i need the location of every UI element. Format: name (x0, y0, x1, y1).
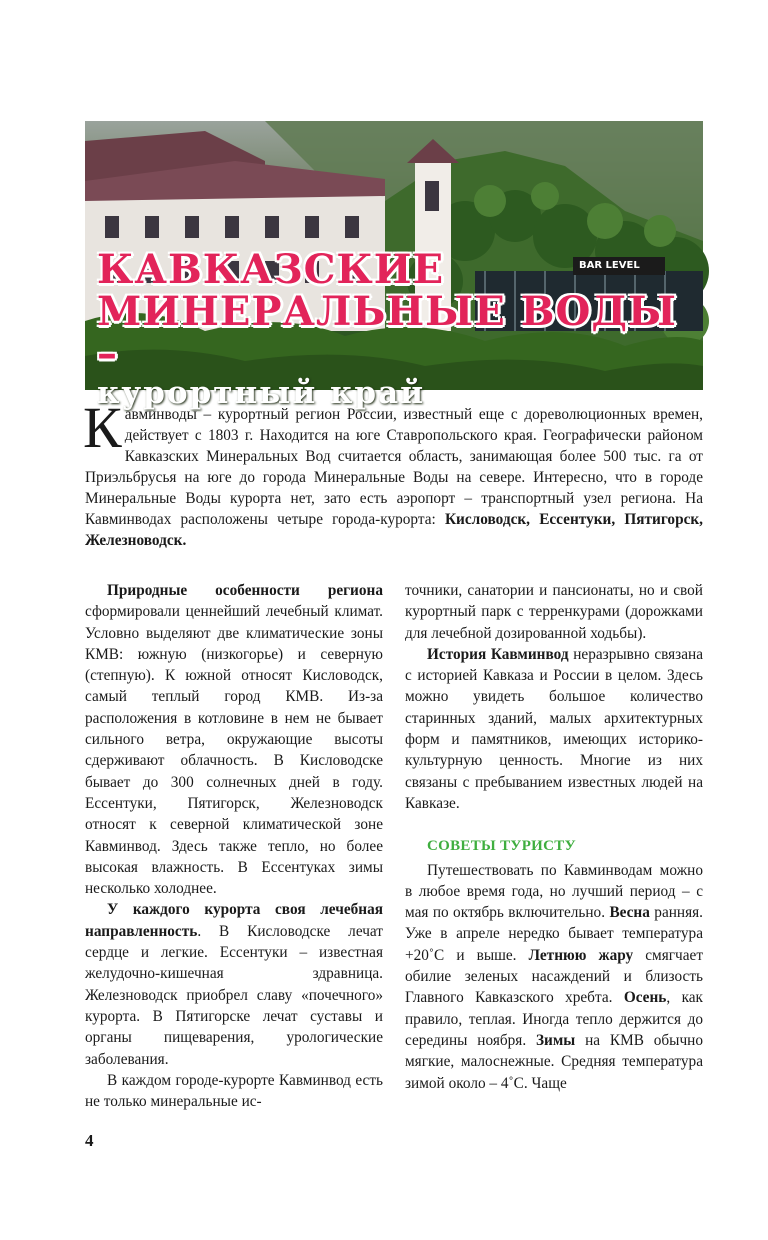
paragraph-springs: В каждом городе-курорте Кавминвод есть не только минеральные ис- (85, 1071, 383, 1111)
paragraph-treatment (85, 899, 383, 1069)
right-column (405, 580, 703, 1094)
climate-text: сформировали ценнейший лечебный климат. Условно выделяют две климатические зоны КМВ: южную (низкогорье) и северную (степную). К южной относят Кисловодск, самый теплый город КМВ. Из-за расположения в котловине в нем не бывает сильного ветра, окружающие высоты сдерживают облачность. В Кисловодске бывает до 300 солнечных дней в году. Ессентуки, Пятигорск, Железноводск относят к северной климатической зоне Кавминвод. Здесь также тепло, но более высокая влажность. В Ессентуках зимы несколько холоднее. (85, 603, 383, 898)
intro-text: авминводы – курортный регион России, известный еще с дореволюционных времен, действует с 1803 г. Находится на юге Ставропольского края. Географически районом Кавказских Минеральных Вод считается область, занимающая более 500 тыс. га от Приэльбрусья на юге до города Минеральные Воды на севере. Интересно, что в городе Минеральные Воды курорта нет, зато есть аэропорт – транспортный узел региона. На Кавминводах расположены четыре города-курорта: (85, 406, 703, 528)
tips-heading: СОВЕТЫ ТУРИСТУ (427, 838, 576, 855)
bar-sign: BAR LEVEL (573, 257, 665, 275)
treatment-lead: У каждого курорта своя лечебная направленность (85, 901, 383, 940)
title-line-1: КАВКАЗСКИЕ (97, 246, 445, 293)
paragraph-history (405, 644, 703, 814)
intro-towns: Кисловодск, Ессентуки, Пятигорск, Железноводск. (85, 511, 704, 549)
tips-text-d: , как правило, теплая. Иногда тепло держится до середины ноября. (405, 989, 703, 1049)
title-subtitle: курортный край (97, 375, 426, 411)
winter-lead: Зимы (535, 1031, 576, 1049)
paragraph-climate (85, 580, 383, 899)
title-line-2: МИНЕРАЛЬНЫЕ ВОДЫ – (97, 288, 677, 377)
autumn-lead: Осень (623, 989, 667, 1007)
drop-cap: К (83, 395, 122, 460)
chapter-title (97, 246, 697, 411)
history-lead: История Кавминвод (427, 645, 569, 663)
paragraph-springs-cont: точники, санатории и пансионаты, но и свой курортный парк с терренкурами (дорожками для лечебной дозированной ходьбы). (405, 582, 703, 642)
tips-text-e: на КМВ обычно мягкие, малоснежные. Средняя температура зимой около – 4˚С. Чаще (405, 1031, 703, 1092)
page-number: 4 (85, 1131, 94, 1150)
hero-photo (85, 121, 703, 411)
paragraph-tips (405, 860, 703, 1094)
climate-lead: Природные особенности региона (107, 582, 383, 599)
tips-text-c: смягчает обилие зеленых насаждений и близость Главного Кавказского хребта. (405, 946, 704, 1007)
tips-text-a: Путешествовать по Кавминводам можно в любое время года, но лучший период – с мая по октябрь включительно. (405, 861, 703, 922)
left-column (85, 580, 383, 1112)
spring-lead: Весна (609, 904, 650, 922)
summer-lead: Летнюю жару (528, 946, 634, 964)
history-text: неразрывно связана с историей Кавказа и России в целом. Здесь можно увидеть большое количество старинных зданий, малых архитектурных форм и памятников, имеющих историко-культурную ценность. Многие из них связаны с пребыванием известных людей на Кавказе. (405, 645, 703, 812)
tips-text-b: ранняя. Уже в апреле нередко бывает температура +20˚С и выше. (405, 904, 704, 964)
treatment-text: . В Кисловодске лечат сердце и легкие. Ессентуки – известная желудочно-кишечная здравница. Железноводск приобрел славу «почечного» курорта. В Пятигорске лечат суставы и органы пищеварения, урологические заболевания. (85, 922, 383, 1068)
intro-paragraph (83, 395, 704, 551)
